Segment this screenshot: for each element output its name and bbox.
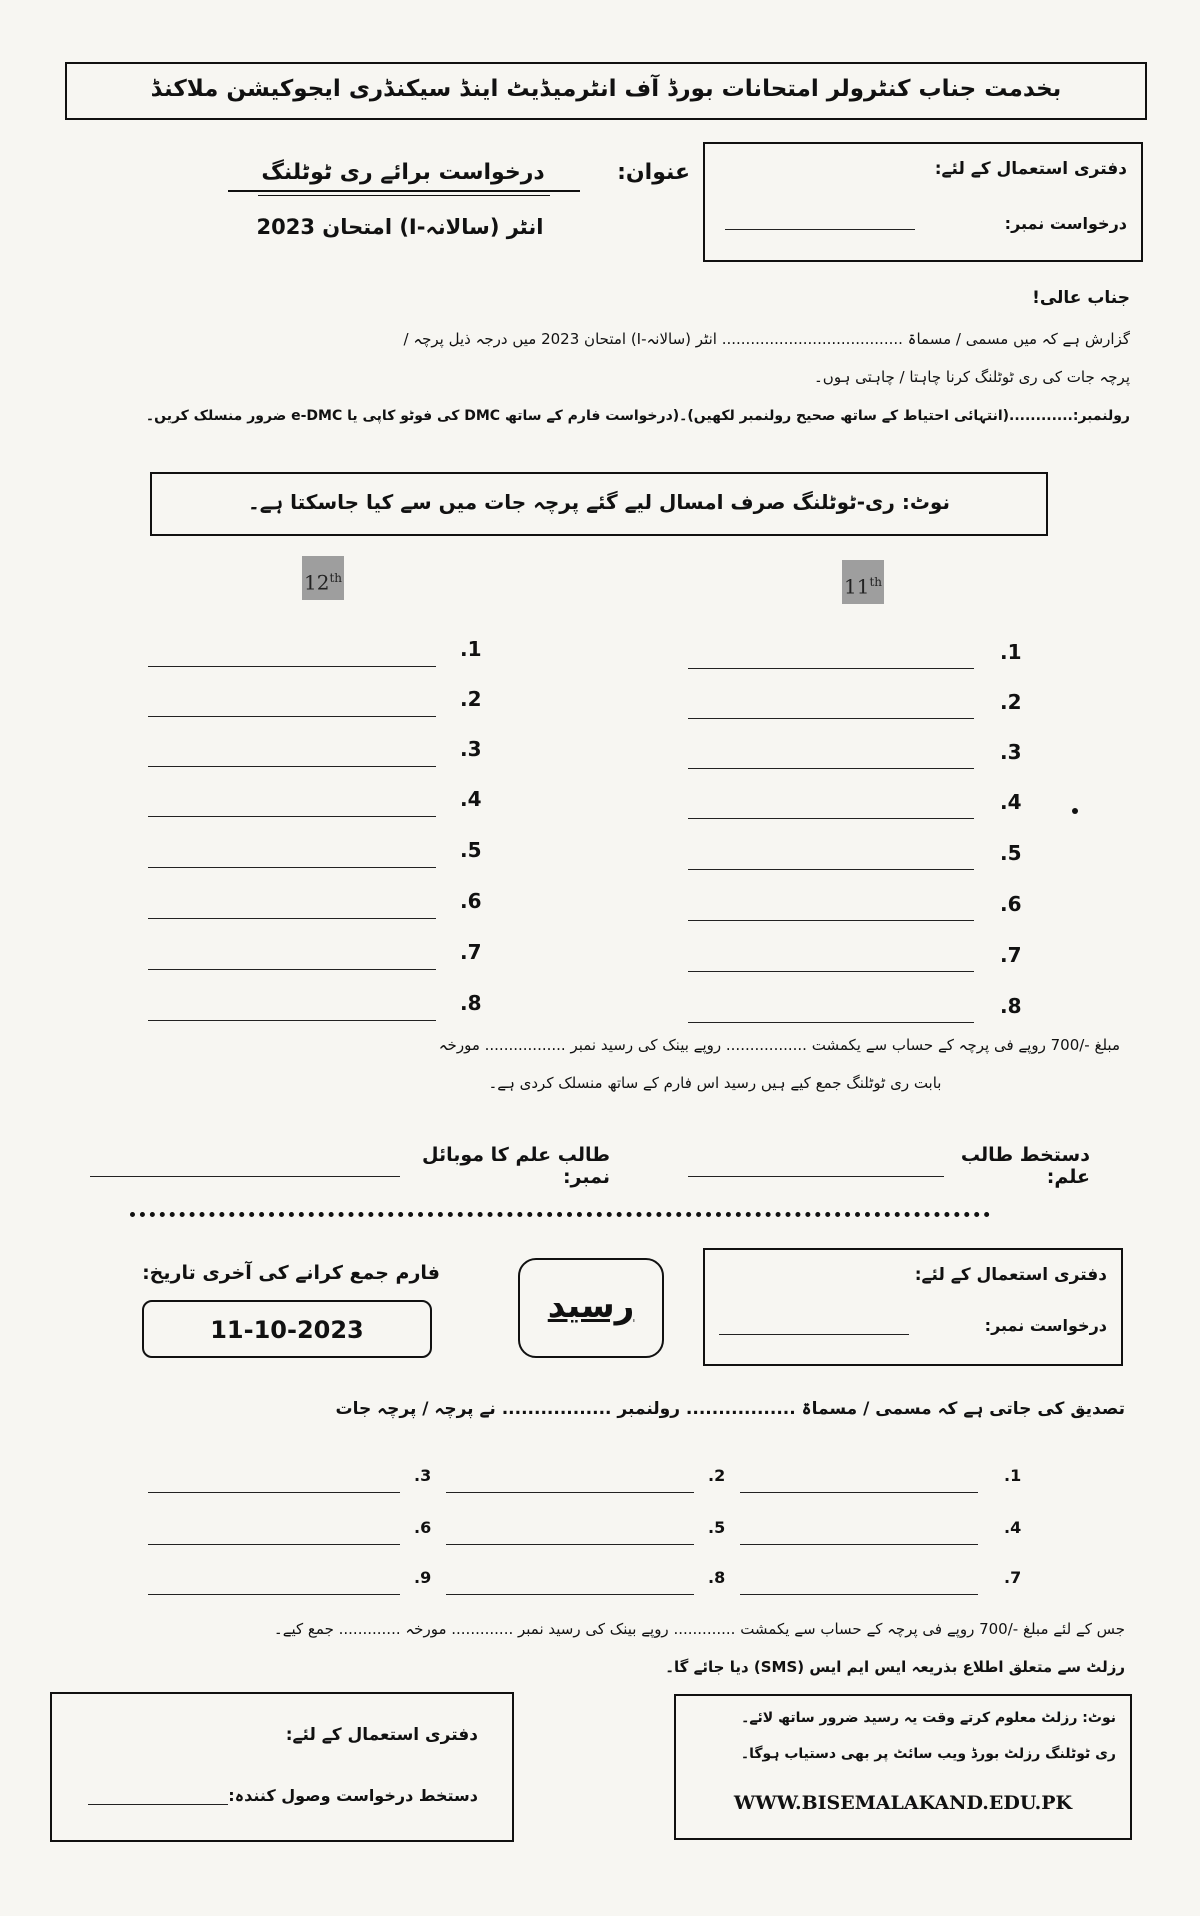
verification-line: تصدیق کی جاتی ہے کہ مسمی / مسماۃ ................. رولنمبر ................. نے پرچہ / پرچہ جات: [335, 1399, 1125, 1419]
office-heading: دفتری استعمال کے لئے:: [934, 159, 1127, 179]
grade-12-paper-3[interactable]: [148, 766, 436, 767]
grade-12-num-3: .3: [460, 737, 482, 761]
grade-11-num-4: .4: [1000, 790, 1022, 814]
receipt-paper-5[interactable]: [446, 1544, 694, 1545]
receipt-stamp: [518, 1258, 664, 1358]
grade-11-number: 11: [843, 574, 870, 599]
grade-12-paper-8[interactable]: [148, 1020, 436, 1021]
receiver-signature-field[interactable]: [88, 1804, 228, 1805]
student-signature-field[interactable]: [688, 1176, 944, 1177]
last-date-box: [142, 1300, 432, 1358]
cut-line: [130, 1212, 990, 1217]
grade-12-paper-7[interactable]: [148, 969, 436, 970]
mobile-number-label: طالب علم کا موبائل نمبر:: [422, 1144, 610, 1188]
grade-12-paper-1[interactable]: [148, 666, 436, 667]
receipt-paper-2[interactable]: [446, 1492, 694, 1493]
header-title: بخدمت جناب کنٹرولر امتحانات بورڈ آف انٹرمیڈیٹ اینڈ سیکنڈری ایجوکیشن ملاکنڈ: [150, 76, 1062, 102]
note-box: [150, 472, 1048, 536]
grade-12-paper-2[interactable]: [148, 716, 436, 717]
body-line-1: گزارش ہے کہ میں مسمی / مسماۃ ...................................... انٹر (سالانہ-I) امتحان 2023 میں درجہ ذیل پرچہ /: [403, 330, 1130, 348]
result-note-line-2: ری ٹوٹلنگ رزلٹ بورڈ ویب سائٹ پر بھی دستیاب ہوگا۔: [740, 1746, 1116, 1762]
grade-11-num-3: .3: [1000, 740, 1022, 764]
application-number-label: درخواست نمبر:: [1004, 214, 1127, 233]
subject-underline-2: [258, 195, 550, 196]
receipt-application-number-field[interactable]: [719, 1334, 909, 1335]
receipt-office-heading: دفتری استعمال کے لئے:: [914, 1265, 1107, 1285]
receipt-num-9: .9: [414, 1568, 432, 1587]
grade-11-paper-6[interactable]: [688, 920, 974, 921]
receipt-num-7: .7: [1004, 1568, 1022, 1587]
grade-12-num-4: .4: [460, 787, 482, 811]
grade-11-paper-7[interactable]: [688, 971, 974, 972]
grade-11-num-6: .6: [1000, 892, 1022, 916]
grade-11-paper-5[interactable]: [688, 869, 974, 870]
receipt-num-2: .2: [708, 1466, 726, 1485]
receipt-paper-7[interactable]: [740, 1594, 978, 1595]
grade-12-sup: th: [329, 571, 342, 585]
grade-11-paper-8[interactable]: [688, 1022, 974, 1023]
stray-dot: [1072, 808, 1078, 814]
note-text: نوٹ: ری-ٹوٹلنگ صرف امسال لیے گئے پرچہ جات میں سے کیا جاسکتا ہے۔: [248, 490, 950, 514]
last-date-label: فارم جمع کرانے کی آخری تاریخ:: [142, 1262, 440, 1284]
receipt-num-5: .5: [708, 1518, 726, 1537]
website-link[interactable]: WWW.BISEMALAKAND.EDU.PK: [733, 1792, 1073, 1814]
receipt-num-3: .3: [414, 1466, 432, 1485]
result-note-line-1: نوٹ: رزلٹ معلوم کرتے وقت یہ رسید ضرور ساتھ لائے۔: [741, 1710, 1116, 1726]
result-note-box: [674, 1694, 1132, 1840]
student-signature-label: دستخط طالب علم:: [960, 1144, 1090, 1188]
grade-11-num-8: .8: [1000, 994, 1022, 1018]
subject-text: درخواست برائے ری ٹوٹلنگ: [261, 160, 545, 185]
payment-line-1: مبلغ -/700 روپے فی پرچہ کے حساب سے یکمشت ................. روپے بینک کی رسید نمبر ................. مورخہ: [438, 1036, 1120, 1054]
grade-12-paper-6[interactable]: [148, 918, 436, 919]
grade-12-num-6: .6: [460, 889, 482, 913]
grade-12-num-5: .5: [460, 838, 482, 862]
grade-11-sup: th: [869, 575, 882, 589]
receiver-signature-label: دستخط درخواست وصول کنندہ:: [228, 1786, 478, 1805]
grade-12-num-8: .8: [460, 991, 482, 1015]
grade-12-tag: [302, 556, 344, 600]
receipt-paper-3[interactable]: [148, 1492, 400, 1493]
grade-12-num-2: .2: [460, 687, 482, 711]
receipt-num-4: .4: [1004, 1518, 1022, 1537]
receipt-num-1: .1: [1004, 1466, 1022, 1485]
office-box-receipt: [703, 1248, 1123, 1366]
payment-line-2: بابت ری ٹوٹلنگ جمع کیے ہیں رسید اس فارم کے ساتھ منسلک کردی ہے۔: [488, 1074, 942, 1092]
receipt-application-number-label: درخواست نمبر:: [984, 1316, 1107, 1335]
office-box-bottom: [50, 1692, 514, 1842]
receipt-paper-6[interactable]: [148, 1544, 400, 1545]
receipt-payment-line: جس کے لئے مبلغ -/700 روپے فی پرچہ کے حساب سے یکمشت ............. روپے بینک کی رسید نمبر ............. مورخہ ............. جمع کیے۔: [273, 1620, 1125, 1638]
receipt-paper-9[interactable]: [148, 1594, 400, 1595]
subject-underline: [228, 190, 580, 192]
grade-11-paper-1[interactable]: [688, 668, 974, 669]
grade-11-num-2: .2: [1000, 690, 1022, 714]
grade-11-tag: [842, 560, 884, 604]
receipt-num-8: .8: [708, 1568, 726, 1587]
grade-11-paper-2[interactable]: [688, 718, 974, 719]
exam-title: انٹر (سالانہ-I) امتحان 2023: [256, 215, 544, 239]
grade-11-num-5: .5: [1000, 841, 1022, 865]
bottom-office-heading: دفتری استعمال کے لئے:: [285, 1725, 478, 1745]
grade-12-paper-4[interactable]: [148, 816, 436, 817]
grade-12-number: 12: [303, 570, 330, 595]
grade-11-num-1: .1: [1000, 640, 1022, 664]
salutation: جناب عالی!: [1032, 288, 1130, 308]
receipt-paper-8[interactable]: [446, 1594, 694, 1595]
receipt-num-6: .6: [414, 1518, 432, 1537]
mobile-number-field[interactable]: [90, 1176, 400, 1177]
grade-11-paper-4[interactable]: [688, 818, 974, 819]
office-box-top: [703, 142, 1143, 262]
last-date-value: 11-10-2023: [210, 1316, 364, 1344]
sms-line: رزلٹ سے متعلق اطلاع بذریعہ ایس ایم ایس (SMS) دیا جائے گا۔: [665, 1658, 1125, 1676]
subject-label: عنوان:: [617, 160, 690, 185]
header-box: [65, 62, 1147, 120]
grade-12-paper-5[interactable]: [148, 867, 436, 868]
grade-12-num-7: .7: [460, 940, 482, 964]
grade-11-num-7: .7: [1000, 943, 1022, 967]
grade-11-paper-3[interactable]: [688, 768, 974, 769]
body-line-3: رولنمبر:............(انتہائی احتیاط کے ساتھ صحیح رولنمبر لکھیں)۔(درخواست فارم کے ساتھ DMC کی فوٹو کاپی یا e-DMC ضرور منسلک کریں۔: [145, 408, 1130, 424]
receipt-stamp-text: رسید: [547, 1286, 635, 1326]
grade-12-num-1: .1: [460, 637, 482, 661]
application-number-field[interactable]: [725, 229, 915, 230]
receipt-paper-4[interactable]: [740, 1544, 978, 1545]
receipt-paper-1[interactable]: [740, 1492, 978, 1493]
body-line-2: پرچہ جات کی ری ٹوٹلنگ کرنا چاہتا / چاہتی ہوں۔: [814, 368, 1130, 386]
